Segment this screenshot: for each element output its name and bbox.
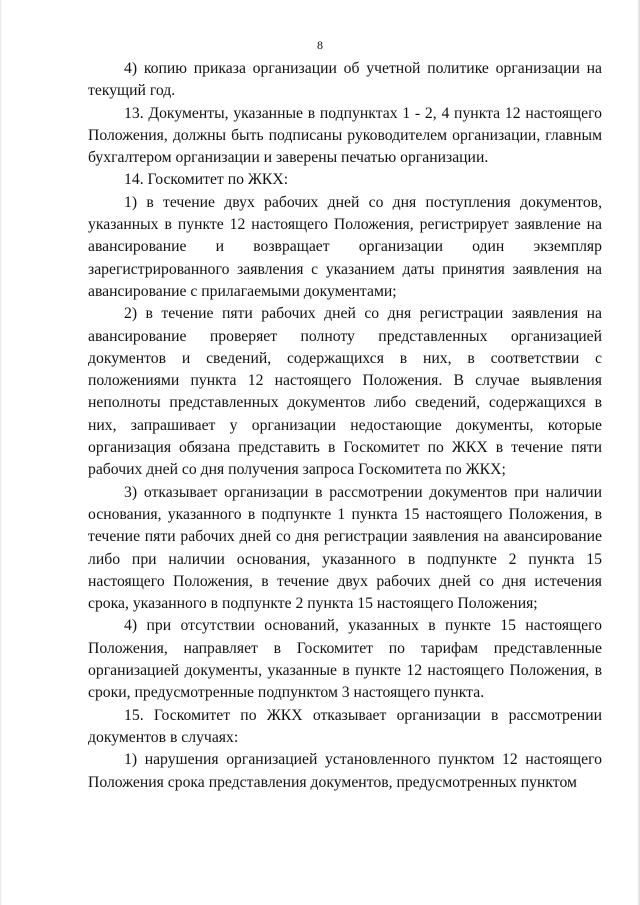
document-body — [88, 58, 602, 794]
paragraph-subitem-4-order-copy: 4) копию приказа организации об учетной политике организации на текущий год. — [88, 60, 602, 100]
paragraph-15-heading: 15. Госкомитет по ЖКХ отказывает организации в рассмотрении документов в случаях: — [88, 706, 602, 746]
paragraph-14-subitem-3: 3) отказывает организации в рассмотрении документов при наличии основания, указанного в подпункте 1 пункта 15 настоящего Положения, в течение пяти рабочих дней со дня регистрации заявления на авансирование либо при наличии основания, указанного в подпункте 2 пункта 15 настоящего Положения, в течение двух рабочих дней со дня истечения срока, указанного в подпункте 2 пункта 15 настоящего Положения; — [88, 483, 602, 613]
paragraph-14-subitem-1: 1) в течение двух рабочих дней со дня поступления документов, указанных в пункте 12 настоящего Положения, регистрирует заявление на авансирование и возвращает организации один экземпляр зарегистрированного заявления с указанием даты принятия заявления на авансирование с прилагаемыми документами; — [88, 193, 602, 300]
paragraph-14-heading: 14. Госкомитет по ЖКХ: — [124, 171, 289, 189]
paragraph-13-signatures: 13. Документы, указанные в подпунктах 1 - 2, 4 пункта 12 настоящего Положения, должны быть подписаны руководителем организации, главным бухгалтером организации и заверены печатью организации. — [88, 104, 602, 167]
page-number: 8 — [317, 38, 323, 52]
page-left-edge — [0, 0, 2, 905]
paragraph-15-subitem-1: 1) нарушения организацией установленного пунктом 12 настоящего Положения срока представления документов, предусмотренных пунктом — [88, 751, 602, 791]
paragraph-14-subitem-4: 4) при отсутствии оснований, указанных в пункте 15 настоящего Положения, направляет в Госкомитет по тарифам представленные организацией документы, указанные в пункте 12 настоящего Положения, в сроки, предусмотренные подпунктом 3 настоящего пункта. — [88, 617, 602, 702]
paragraph-14-subitem-2: 2) в течение пяти рабочих дней со дня регистрации заявления на авансирование проверяет полноту представленных организацией документов и сведений, содержащихся в них, в соответствии с положениями пункта 12 настоящего Положения. В случае выявления неполноты представленных документов либо сведений, содержащихся в них, запрашивает у организации недостающие документы, которые организация обязана представить в Госкомитет по ЖКХ в течение пяти рабочих дней со дня получения запроса Госкомитета по ЖКХ; — [88, 305, 602, 479]
